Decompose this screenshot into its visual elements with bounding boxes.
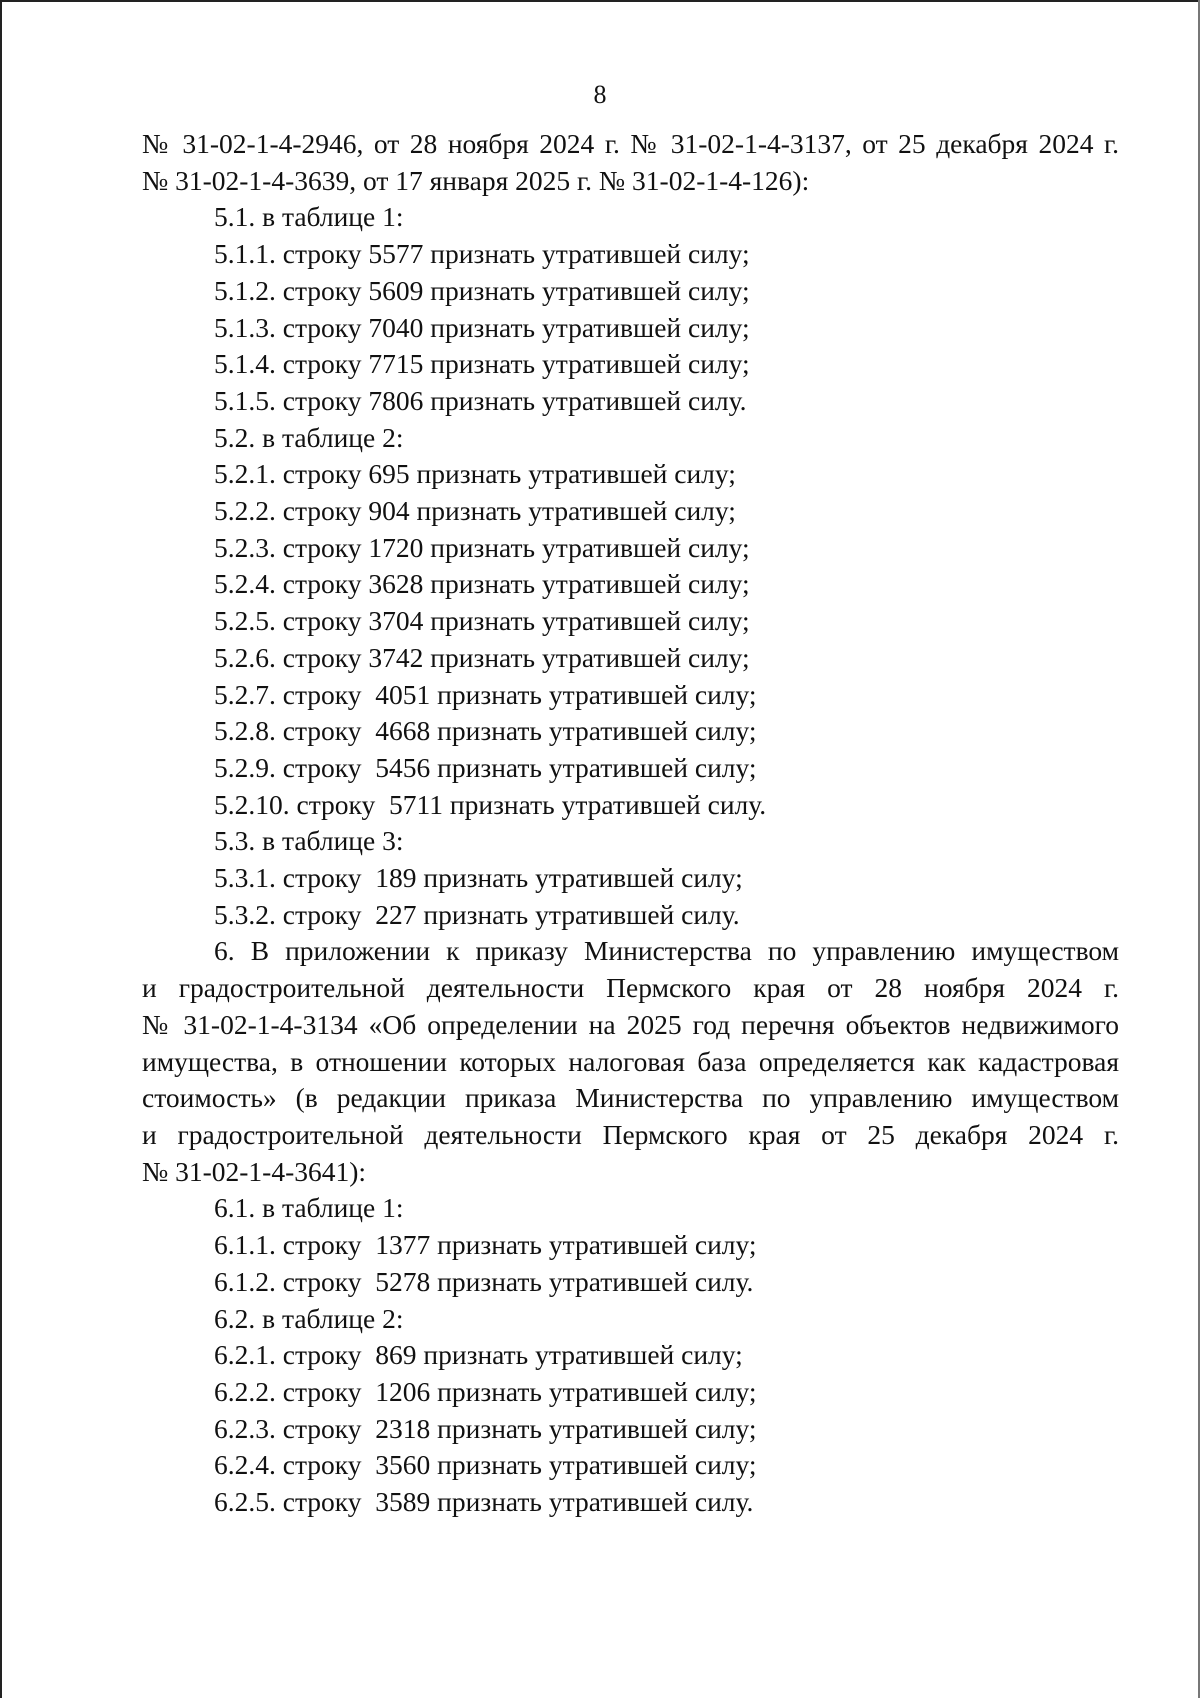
list-item: 6.2.2. строку 1206 признать утратившей силу; — [214, 1375, 757, 1407]
list-item: 5.1.1. строку 5577 признать утратившей силу; — [214, 238, 750, 270]
section-6-list — [142, 1190, 1119, 1520]
list-item: 5.2.4. строку 3628 признать утратившей силу; — [214, 568, 750, 600]
list-item: 5.2.5. строку 3704 признать утратившей силу; — [214, 605, 750, 637]
list-item: 5.2. в таблице 2: — [214, 421, 404, 453]
paragraph-line: имущества, в отношении которых налоговая база определяется как кадастровая — [142, 1045, 1119, 1077]
list-item: 5.2.3. строку 1720 признать утратившей силу; — [214, 531, 750, 563]
section-5-list — [142, 199, 1119, 933]
list-item: 6.2.1. строку 869 признать утратившей силу; — [214, 1339, 743, 1371]
intro-line: № 31-02-1-4-2946, от 28 ноября 2024 г. № 31-02-1-4-3137, от 25 декабря 2024 г. — [142, 128, 1119, 159]
list-item: 6.1.1. строку 1377 признать утратившей силу; — [214, 1229, 757, 1261]
list-item: 5.2.2. строку 904 признать утратившей силу; — [214, 495, 736, 527]
list-item: 5.2.1. строку 695 признать утратившей силу; — [214, 458, 736, 490]
list-item: 5.2.7. строку 4051 признать утратившей силу; — [214, 678, 757, 710]
list-item: 5.3. в таблице 3: — [214, 825, 404, 857]
paragraph-line: № 31-02-1-4-3641): — [142, 1155, 367, 1187]
list-item: 5.2.8. строку 4668 признать утратившей силу; — [214, 715, 757, 747]
list-item: 6.2.4. строку 3560 признать утратившей силу; — [214, 1449, 757, 1481]
list-item: 6.2.5. строку 3589 признать утратившей силу. — [214, 1486, 754, 1518]
document-body — [142, 126, 1119, 1521]
list-item: 5.3.2. строку 227 признать утратившей силу. — [214, 898, 740, 930]
list-item: 6.1. в таблице 1: — [214, 1192, 404, 1224]
list-item: 5.1.2. строку 5609 признать утратившей силу; — [214, 274, 750, 306]
scan-edge-left — [0, 0, 2, 1698]
paragraph-line: и градостроительной деятельности Пермского края от 28 ноября 2024 г. — [142, 972, 1119, 1004]
list-item: 5.2.9. строку 5456 признать утратившей силу; — [214, 751, 757, 783]
paragraph-line: 6. В приложении к приказу Министерства по управлению имуществом — [214, 935, 1119, 967]
list-item: 5.1. в таблице 1: — [214, 201, 404, 233]
list-item: 6.1.2. строку 5278 признать утратившей силу. — [214, 1265, 754, 1297]
list-item: 6.2. в таблице 2: — [214, 1302, 404, 1334]
list-item: 5.2.6. строку 3742 признать утратившей силу; — [214, 641, 750, 673]
page-number: 8 — [593, 80, 607, 109]
list-item: 5.1.5. строку 7806 признать утратившей силу. — [214, 384, 747, 416]
paragraph-line: № 31-02-1-4-3134 «Об определении на 2025 год перечня объектов недвижимого — [142, 1008, 1119, 1040]
list-item: 5.1.3. строку 7040 признать утратившей силу; — [214, 311, 750, 343]
paragraph-line: стоимость» (в редакции приказа Министерства по управлению имуществом — [142, 1082, 1119, 1114]
paragraph-6 — [142, 933, 1119, 1190]
list-item: 5.1.4. строку 7715 признать утратившей силу; — [214, 348, 750, 380]
list-item: 5.3.1. строку 189 признать утратившей силу; — [214, 862, 743, 894]
scan-edge-top — [0, 0, 1200, 2]
list-item: 5.2.10. строку 5711 признать утратившей силу. — [214, 788, 767, 820]
intro-line: № 31-02-1-4-3639, от 17 января 2025 г. № 31-02-1-4-126): — [142, 164, 810, 196]
list-item: 6.2.3. строку 2318 признать утратившей силу; — [214, 1412, 757, 1444]
paragraph-line: и градостроительной деятельности Пермского края от 25 декабря 2024 г. — [142, 1118, 1119, 1150]
